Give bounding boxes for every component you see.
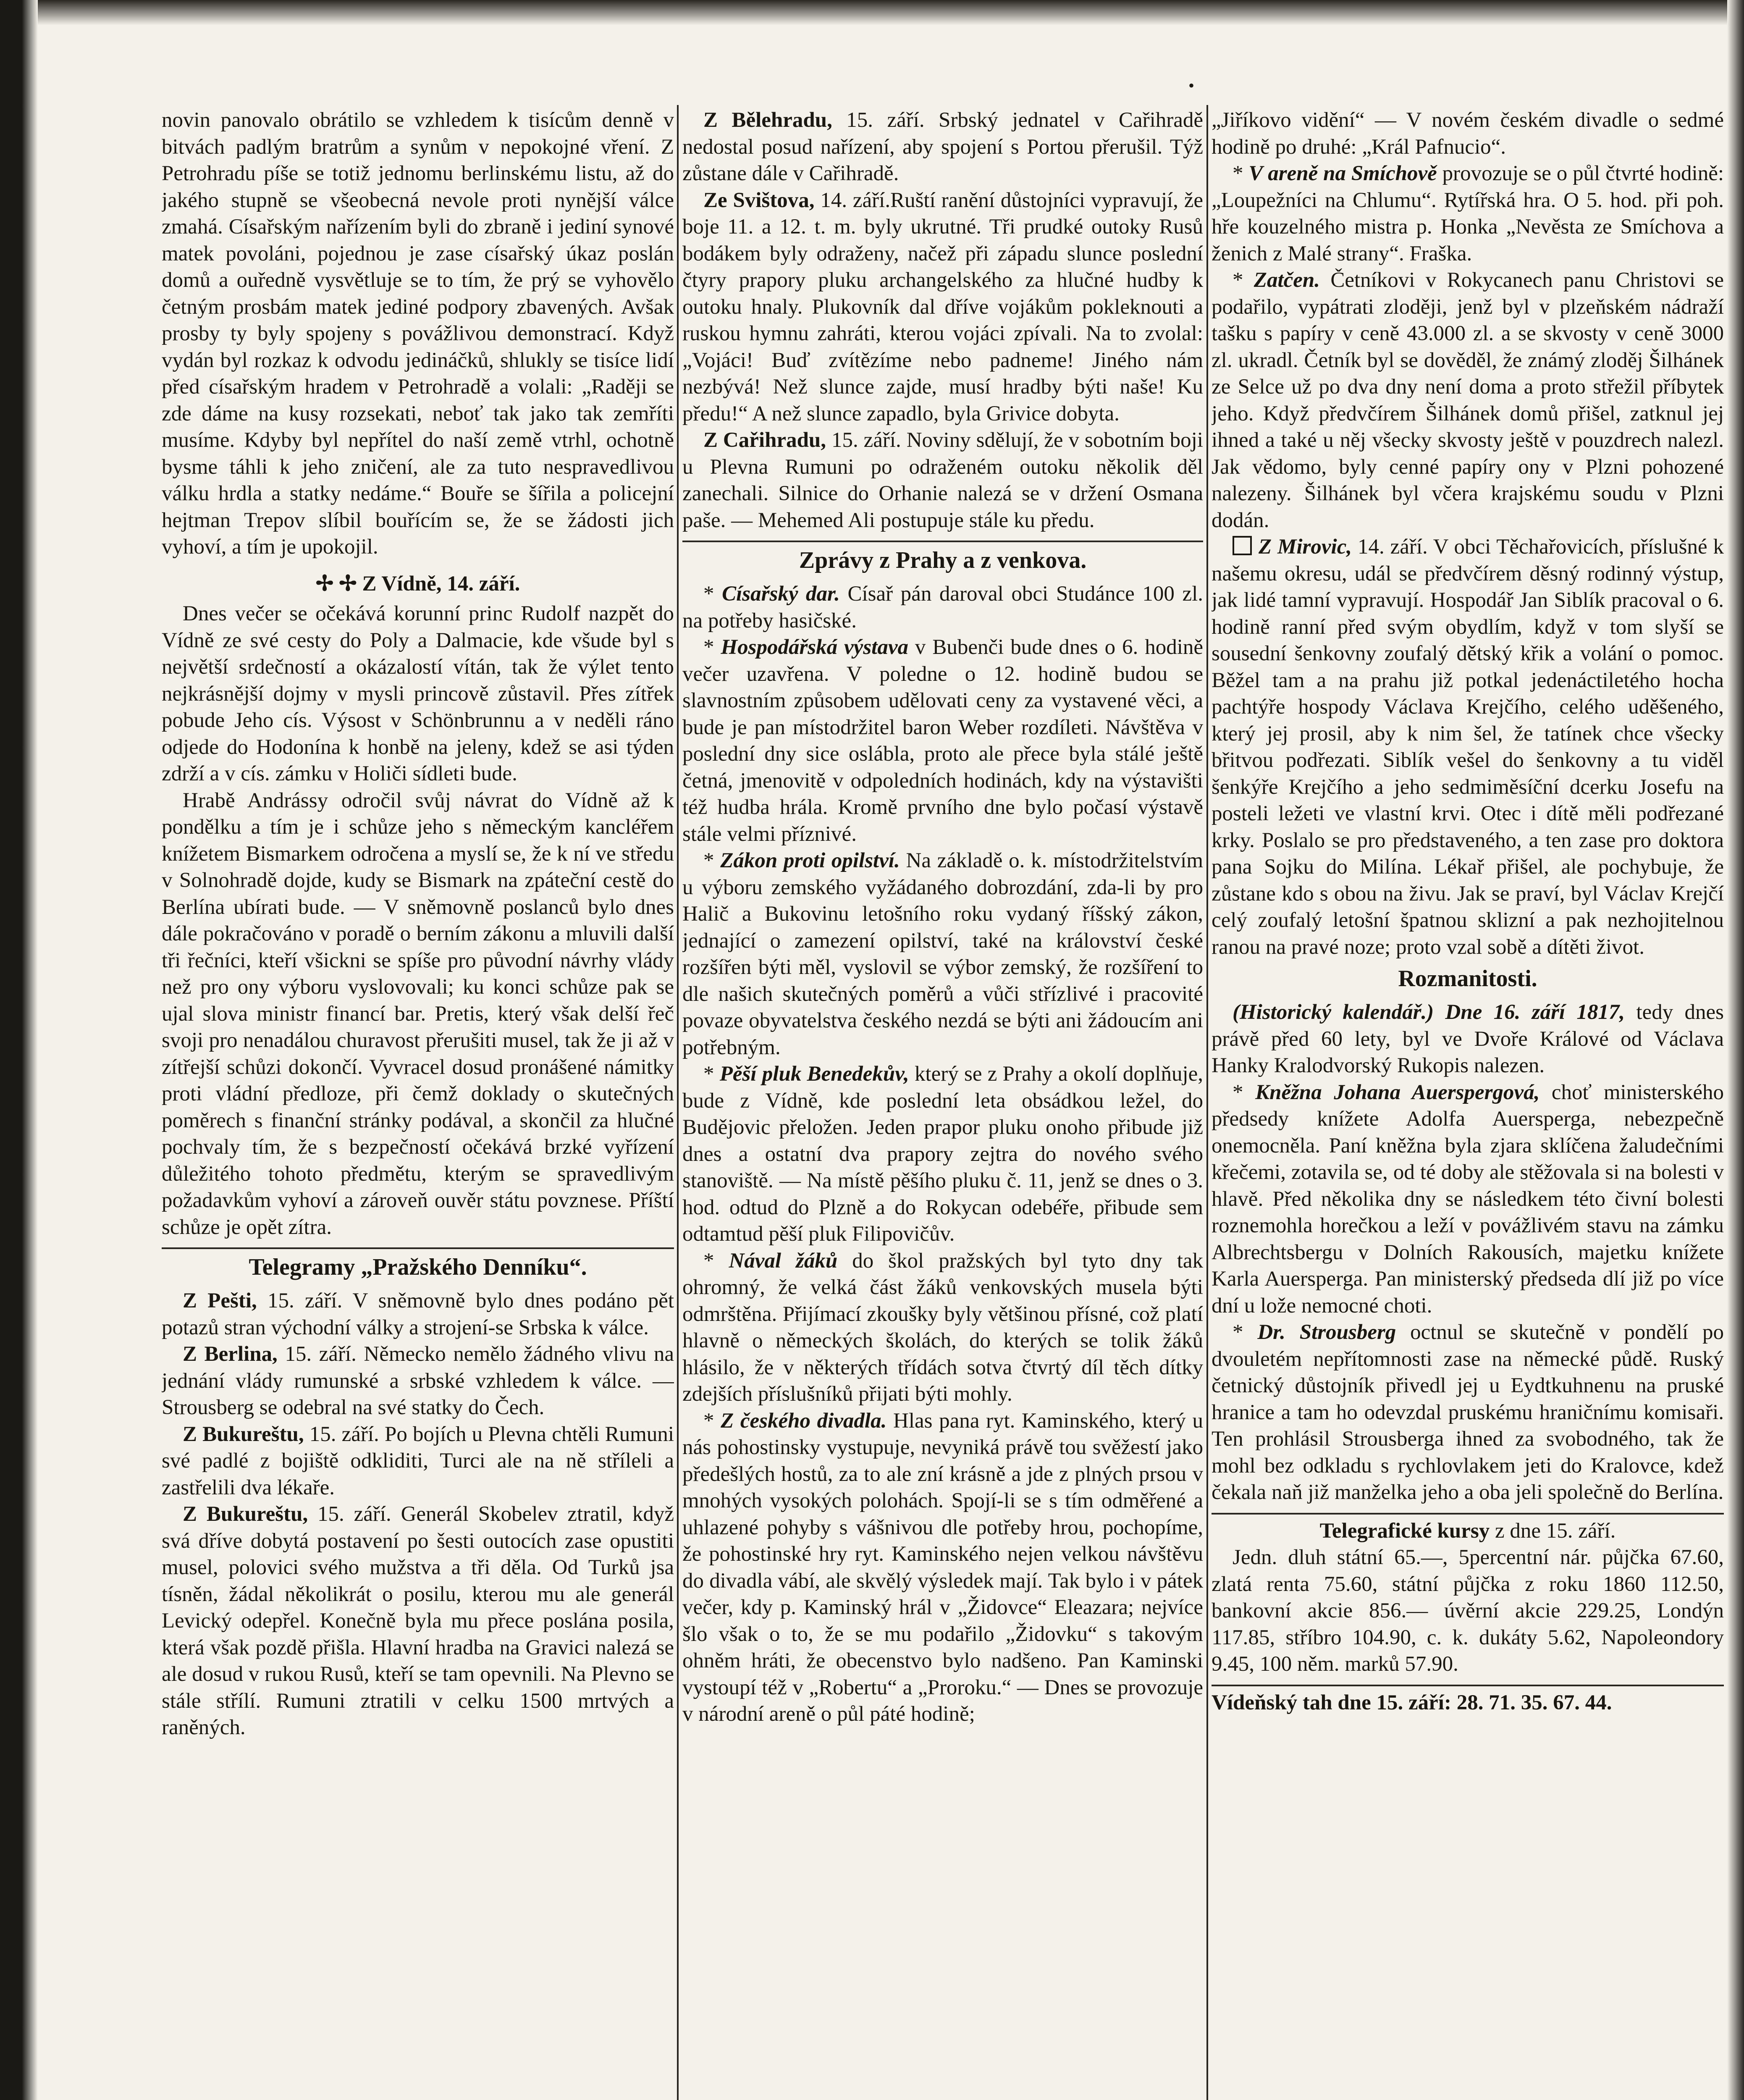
news-student-rush: * Nával žáků do škol pražských byl tyto dny tak ohromný, že velká část žáků venkovských musela býti odmrštěna. Přijímací zkoušky byly většinou přísné, což platí hlavně o německých školách, do kterých se tolik žáků hlásilo, že v některých třídách sotva čtvrtý díl těch dítky zdejších příslušníků přijati býti mohly. (682, 1249, 1203, 1406)
dateline-vienna: ✢ ✢ Z Vídně, 14. září. (315, 572, 520, 596)
section-rule (1212, 1513, 1724, 1515)
article-vienna-rudolf: Dnes večer se očekává korunní princ Rudolf nazpět do Vídně ze své cesty do Poly a Dalmacie, kde všude byl s největší srdečností a okázalostí vítán, tak že výlet tento nejkrásnější dojmy v mysli princově zůstavil. Přes zítřek pobude Jeho cís. Výsost v Schönbrunnu a v neděli ráno odjede do Hodonína k honbě na jeleny, kdež se asi týden zdrží a v cís. zámku v Holiči sídleti bude. (162, 602, 674, 785)
theatre-listing: „Jiříkovo vidění“ — V novém českém divadle o sedmé hodině po druhé: „Král Pafnucio“. (1212, 108, 1724, 159)
news-arrested: * Zatčen. Četníkovi v Rokycanech panu Christovi se podařilo, vypátrati zloději, jenž byl v plzeňském nádraží tašku s papíry v ceně 43.000 zl. a se skvosty v ceně 3000 zl. ukradl. Četník byl se dověděl, že známý zloděj Šilhánek ze Selce už po dva dny není doma a proto střežil příbytek jeho. Když předvčírem Šilhánek domů přišel, zatknul jej ihned a také u něj všecky skvosty ještě v pouzdrech nalezl. Jak vědomo, byly cenné papíry ony v Plzni pohozené nalezeny. Šilhánek byl včera krajskému soudu v Plzni dodán. (1212, 268, 1724, 532)
telegram-berlin: Z Berlina, 15. září. Německo nemělo žádného vlivu na jednání vlády rumunské a srbské vzhledem k válce. — Strousberg se odebral na své statky do Čech. (162, 1342, 674, 1419)
article-vienna-andrassy: Hrabě Andrássy odročil svůj návrat do Vídně až k pondělku a tím je i schůze jeho s německým kancléřem knížetem Bismarkem odročena a myslí se, že k ní ve středu v Solnohradě dojde, kudy se Bismark na zpáteční cestě do Berlína ubírati bude. — V sněmovně poslanců bylo dnes dále pokračováno v poradě o berním zákonu a mluvili další tři řečníci, kteří všickni se spíše pro původní návrhy vlády než pro ony výboru vyslovovali; ku konci schůze pak se ujal slova ministr financí bar. Pretis, který však delší řeč svoji pro nenadálou churavost přerušiti musel, tak že ji až v zítřejší schůzi dokončí. Vyvracel dosud pronášené námitky proti vládní předloze, při čemž doklady o skutečných poměrech s finanční stránky podával, a skončil za hlučné pochvaly tím, že s bezpečností očekává brzké vyřízení důležitého tohoto předmětu, kterým se spravedlivým požadavkům vyhoví a zároveň ouvěr státu povznese. Příští schůze je opět zítra. (162, 788, 674, 1239)
telegram-bucharest-1: Z Bukureštu, 15. září. Po bojích u Plevna chtěli Rumuni své padlé z bojiště odkliditi, Turci ale na ně stříleli a zastřelili dva lékaře. (162, 1422, 674, 1499)
column-1 (162, 107, 674, 2100)
news-czech-theatre: * Z českého divadla. Hlas pana ryt. Kaminského, který u nás pohostinsky vystupuje, nevyniká právě tou svěžestí jako předešlých hostů, za to ale zní krásně a jde z plných prsou v mnohých vysokých polohách. Spojí-li se s tím odměřené a uhlazené pohyby s vášnivou dle potřeby hrou, pochopíme, že pohostinské hry ryt. Kaminského nejen velkou návštěvu do divadla vábí, ale skvělý výsledek mají. Tak bylo i v pátek večer, kdy p. Kaminský hrál v „Židovce“ Eleazara; nejvíce šlo však o to, že se mu podařilo „Židovku“ s takovým ohněm hráti, že obecenstvo bylo nadšeno. Pan Kaminski vystoupí též v „Robertu“ a „Proroku.“ — Dnes se provozuje v národní areně o půl páté hodině; (682, 1409, 1203, 1726)
telegram-belgrade: Z Bělehradu, 15. září. Srbský jednatel v Cařihradě nedostal posud nařízení, aby spojení s Portou přerušil. Týž zůstane dále v Cařihradě. (682, 108, 1203, 185)
misc-princess-auersperg: * Kněžna Johana Auerspergová, choť ministerského předsedy knížete Adolfa Auersperga, nebezpečně onemocněla. Paní kněžna byla zjara sklíčena žaludečními křečemi, zotavila se, od té doby ale stěžovala si na bolesti v hlavě. Před několika dny se následkem této čivní bolesti roznemohla horečkou a leží v povážlivém stavu na zámku Albrechtsbergu v Dolních Rakousích, majetku knížete Karla Auersperga. Pan ministerský předseda dlí již po více dní u lože nemocné choti. (1212, 1080, 1724, 1318)
article-petrograd-continued: novin panovalo obrátilo se vzhledem k tisícům denně v bitvách padlým bratrům a synům v nepokojné vření. Z Petrohradu píše se totiž jednomu berlinskému listu, až do jakého stupně se všeobecná nevole proti nynější válce zmahá. Císařským nařízením byli do zbraně i jediní synové matek povoláni, pojednou je zase císařský úkaz poslán domů a ouředně vysvětluje se to tím, že prý se vyhovělo četným prosbám matek jediné podpory zbavených. Avšak prosby ty byly spojeny s povážlivou demonstrací. Když vydán byl rozkaz k odvodu jedináčků, shlukly se tisíce lidí před císařským hradem v Petrohradě a volali: „Raději se zde dáme na kusy rozsekati, neboť tak jako tak zemříti musíme. Kdyby byl nepřítel do naší země vtrhl, ochotně bysme táhli k jeho zničení, ale za tuto nespravedlivou válku hrdla a statky nedáme.“ Bouře se šířila a policejní hejtman Trepov slíbil bouřícím se, že se žádosti jich vyhoví, a tím je upokojil. (162, 108, 674, 559)
exchange-heading: Telegrafické kursy z dne 15. září. (1319, 1519, 1616, 1543)
news-agricultural-exhibition: * Hospodářská výstava v Bubenči bude dnes o 6. hodině večer uzavřena. V poledne o 12. hodině budou se slavnostním způsobem udělovati ceny za vystavené věci, a bude je pan místodržitel baron Weber rozdíleti. Návštěva v poslední dny sice oslábla, proto ale přece byla stálé ještě četná, jmenovitě v odpoledních hodinách, kdy na výstavišti též hudba hrála. Kromě prvního dne bylo počasí výstavě stále velmi příznivé. (682, 635, 1203, 846)
telegram-svistov: Ze Svištova, 14. září.Ruští ranění důstojníci vypravují, že boje 11. a 12. t. m. byly ukrutné. Tři prudké outoky Rusů bodákem byly odraženy, načež při západu slunce poslední čtyry prapory pluku archangelského za hlučné hudby k outoku hnaly. Plukovník dal dříve vojákům pokleknouti a ruskou hymnu zahráti, kterou vojáci zpívali. Na to zvolal: „Vojáci! Buď zvítězíme nebo padneme! Jiného nám nezbývá! Než slunce zajde, musí hradby býti naše! Ku předu!“ A než slunce zapadlo, byla Grivice dobyta. (682, 188, 1203, 425)
column-2 (682, 107, 1203, 2100)
scan-edge-left (0, 0, 38, 2100)
news-benedek-regiment: * Pěší pluk Benedekův, který se z Prahy a okolí doplňuje, bude z Vídně, kde poslední leta obsádkou ležel, do Budějovic přeložen. Jeden prapor pluku onoho přibude již dnes a ostatní dva prapory zejtra do nového svého stanoviště. — Na místě pěšího pluku č. 11, jenž se dnes o 3. hod. odtud do Plzně a do Rokycan odebéře, přibude sem odtamtud pěší pluk Filipovičův. (682, 1062, 1203, 1246)
exchange-rates: Jedn. dluh státní 65.—, 5percentní nár. půjčka 67.60, zlatá renta 75.60, státní půjčka z roku 1860 112.50, bankovní akcie 856.— úvěrní akcie 229.25, Londýn 117.85, stříbro 104.90, c. k. dukáty 5.62, Napoleondory 9.45, 100 něm. marků 57.90. (1212, 1546, 1724, 1676)
telegram-bucharest-2: Z Bukureštu, 15. září. Generál Skobelev ztratil, když svá dříve dobytá postavení po šesti outocích zase opustiti musel, polovici svého mužstva a tři děla. Od Turků jsa tísněn, žádal několikrát o posilu, kterou mu ale generál Levický odepřel. Konečně byla mu přece poslána posila, která však pozdě přišla. Hlavní hradba na Gravici nalezá se ale dosud v rukou Rusů, kteří se tam opevnili. Na Plevno se stále střílí. Rumuni ztratili v celku 1500 mrtvých a raněných. (162, 1502, 674, 1739)
prague-news-heading: Zprávy z Prahy a z venkova. (799, 547, 1087, 573)
telegram-constantinople: Z Cařihradu, 15. září. Noviny sdělují, že v sobotním boji u Plevna Rumuni po odraženém outoku několik děl zanechali. Silnice do Orhanie nalezá se v držení Osmana paše. — Mehemed Ali postupuje stále ku předu. (682, 428, 1203, 532)
column-rule-1 (677, 105, 679, 2100)
news-mirovice: Z Mirovic, 14. září. V obci Těchařovicích, příslušné k našemu okresu, udál se předvčírem děsný rodinný výstup, jak lidé tamní vypravují. Hospodář Jan Siblík pracoval o 6. hodině ranní před svým obydlím, když v tom slyší se sousední šenkovny zoufalý dětský křik a volání o pomoc. Běžel tam a na prahu již potkal jedenáctiletého hocha pachtýře hospody Václava Krejčího, celého uděšeného, který jej prosil, aby k nim šel, že tatínek chce všecky břitvou podřezati. Siblík vešel do šenkovny a tu viděl šenkýře Krejčího a jeho sedmiměsíční dcerku Josefu na posteli ležeti ve vlastní krvi. Otec i dítě měli podřezané krky. Poslalo se pro představeného, a ten zase pro doktora pana Sojku do Milína. Lékař přišel, ale pochybuje, že zůstane kdo s obou na živu. Jak se praví, byl Václav Krejčí celý zoufalý letošní špatnou sklizní a pak nezhojitelnou ranou na pravé noze; proto vzal sobě a dítěti život. (1212, 535, 1724, 959)
news-emperor-gift: * Císařský dar. Císař pán daroval obci Studánce 100 zl. na potřeby hasičské. (682, 582, 1203, 633)
section-rule (1212, 1685, 1724, 1686)
telegram-pest: Z Pešti, 15. září. V sněmovně bylo dnes podáno pět potazů stran východní války a strojení-se Srbska k válce. (162, 1289, 674, 1339)
square-bullet-icon (1233, 536, 1252, 555)
section-rule (682, 541, 1203, 542)
scan-edge-top (0, 0, 1744, 25)
news-smichov-arena: * V areně na Smíchově provozuje se o půl čtvrté hodině: „Loupežníci na Chlumu“. Rytířská hra. O 5. hod. při poh. hře kouzelného mistra p. Honka „Nevěsta ze Smíchova a ženich z Malé strany“. Fraška. (1212, 162, 1724, 265)
column-3 (1212, 107, 1724, 2100)
telegram-heading: Telegramy „Pražského Denníku“. (249, 1254, 587, 1280)
section-rule (162, 1247, 674, 1249)
misc-historical-calendar: (Historický kalendář.) Dne 16. září 1817, tedy dnes právě před 60 lety, byl ve Dvoře Králové od Václava Hanky Kralodvorský Rukopis nalezen. (1212, 1000, 1724, 1077)
lottery-results: Vídeňský tah dne 15. září: 28. 71. 35. 67. 44. (1212, 1690, 1612, 1714)
misc-strousberg: * Dr. Strousberg octnul se skutečně v pondělí po dvouletém nepřítomnosti zase na německé půdě. Ruský četnický důstojník přivedl jej u Eydtkuhnenu na pruské hranice a tam ho odevzdal pruskému hraničnímu komisaři. Ten prohlásil Strousberga ihned za svobodného, tak že mohl bez odkladu s rychlovlakem jeti do Kralovce, kdež čekala naň již manželka jeho a oba jeli společně do Berlína. (1212, 1320, 1724, 1504)
column-rule-2 (1206, 105, 1208, 2100)
print-mark: • (1188, 76, 1195, 95)
news-drunkenness-law: * Zákon proti opilství. Na základě o. k. místodržitelstvím u výboru zemského vyžádaného dobrozdání, zda-li by pro Halič a Bukovinu letošního roku vydaný říšský zákon, jednající o zamezení opilství, také na království české rozšířen býti měl, vyslovil se výbor zemský, že rozšíření to dle našich skutečných poměrů a vůči střízlivé i pracovité povaze obyvatelstva českého nezdá se býti ani žádoucím ani potřebným. (682, 849, 1203, 1059)
miscellany-heading: Rozmanitosti. (1398, 966, 1537, 992)
scan-edge-right (1727, 0, 1744, 2100)
